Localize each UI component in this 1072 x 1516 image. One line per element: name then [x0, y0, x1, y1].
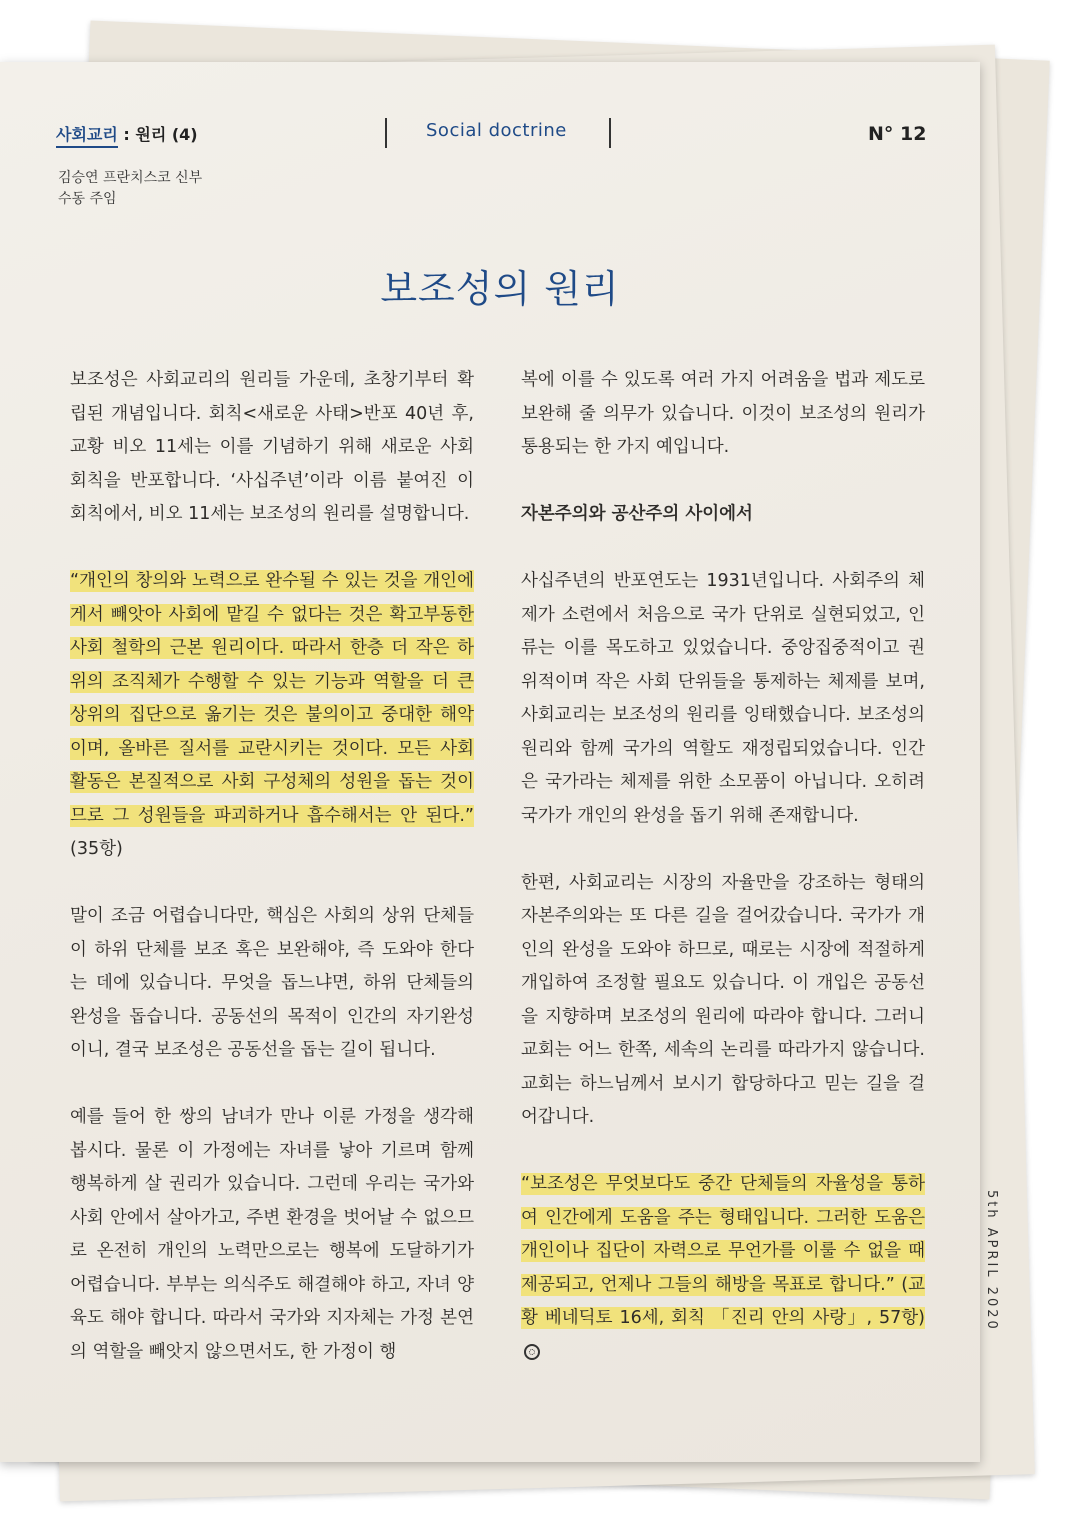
- header-series: [56, 122, 198, 145]
- author-role: 수동 주임: [58, 191, 117, 207]
- header-category: Social doctrine: [426, 120, 567, 141]
- paragraph: 말이 조금 어렵습니다만, 핵심은 사회의 상위 단체들이 하위 단체를 보조 혹은 보완해야, 즉 도와야 한다는 데에 있습니다. 무엇을 돕느냐면, 하위 단체들의 완성을 돕습니다. 공동선의 목적이 인간의 자기완성이니, 결국 보조성은 공동선을 돕는 길이 됩니다.: [70, 906, 474, 1060]
- issue-date: 5th APRIL 2020: [984, 1190, 999, 1332]
- paragraph: 사십주년의 반포연도는 1931년입니다. 사회주의 체제가 소련에서 처음으로 국가 단위로 실현되었고, 인류는 이를 목도하고 있었습니다. 중앙집중적이고 권위적이며 작은 사회 단위들을 통제하는 체제를 보며, 사회교리는 보조성의 원리를 잉태했습니다. 보조성의 원리와 함께 국가의 역할도 재정립되었습니다. 인간은 국가라는 체제를 위한 소모품이 아닙니다. 오히려 국가가 개인의 완성을 돕기 위해 존재합니다.: [521, 571, 925, 826]
- paragraph: 예를 들어 한 쌍의 남녀가 만나 이룬 가정을 생각해 봅시다. 물론 이 가정에는 자녀를 낳아 기르며 함께 행복하게 살 권리가 있습니다. 그런데 우리는 국가와 사회 안에서 살아가고, 주변 환경을 벗어날 수 없으므로 온전히 개인의 노력만으로는 행복에 도달하기가 어렵습니다. 부부는 의식주도 해결해야 하고, 자녀 양육도 해야 합니다. 따라서 국가와 지자체는 가정 본연의 역할을 빼앗지 않으면서도, 한 가정이 행: [70, 1107, 474, 1362]
- paragraph: 복에 이를 수 있도록 여러 가지 어려움을 법과 제도로 보완해 줄 의무가 있습니다. 이것이 보조성의 원리가 통용되는 한 가지 예입니다.: [521, 370, 925, 457]
- right-column: [521, 364, 925, 1403]
- paragraph: 보조성은 사회교리의 원리들 가운데, 초창기부터 확립된 개념입니다. 회칙<새로운 사태>반포 40년 후, 교황 비오 11세는 이를 기념하기 위해 새로운 사회 회칙을 반포합니다. ‘사십주년’이라 이름 붙여진 이 회칙에서, 비오 11세는 보조성의 원리를 설명합니다.: [70, 370, 474, 524]
- quote-paragraph: [70, 565, 474, 867]
- issue-number: N° 12: [868, 123, 927, 145]
- quote-paragraph: [521, 1168, 925, 1369]
- highlighted-quote: “개인의 창의와 노력으로 완수될 수 있는 것을 개인에게서 빼앗아 사회에 맡길 수 없다는 것은 확고부동한 사회 철학의 근본 원리이다. 따라서 한층 더 작은 하위의 조직체가 수행할 수 있는 기능과 역할을 더 큰 상위의 집단으로 옮기는 것은 불의이고 중대한 해악이며, 올바른 질서를 교란시키는 것이다. 모든 사회 활동은 본질적으로 사회 구성체의 성원을 돕는 것이므로 그 성원들을 파괴하거나 흡수해서는 안 된다.”: [70, 571, 474, 826]
- series-label: 사회교리: [56, 125, 118, 148]
- author-name: 김승연 프란치스코 신부: [58, 170, 203, 186]
- author-block: [58, 168, 202, 210]
- series-subtitle: : 원리 (4): [117, 125, 198, 144]
- header-divider: [385, 118, 387, 148]
- highlighted-quote: “보조성은 무엇보다도 중간 단체들의 자율성을 통하여 인간에게 도움을 주는 형태입니다. 그러한 도움은 개인이나 집단이 자력으로 무언가를 이룰 수 없을 때 제공되고, 언제나 그들의 해방을 목표로 합니다.” (교황 베네딕토 16세, 회칙 「진리 안의 사랑」, 57항): [521, 1174, 925, 1328]
- paragraph: 한편, 사회교리는 시장의 자율만을 강조하는 형태의 자본주의와는 또 다른 길을 걸어갔습니다. 국가가 개인의 완성을 도와야 하므로, 때로는 시장에 적절하게 개입하여 조정할 필요도 있습니다. 이 개입은 공동선을 지향하며 보조성의 원리에 따라야 합니다. 그러니 교회는 어느 한쪽, 세속의 논리를 따라가지 않습니다. 교회는 하느님께서 보시기 합당하다고 믿는 길을 걸어갑니다.: [521, 872, 925, 1127]
- page-title: 보조성의 원리: [380, 267, 620, 311]
- header-divider: [609, 118, 611, 148]
- section-heading: 자본주의와 공산주의 사이에서: [521, 504, 753, 524]
- quote-reference: (35항): [70, 839, 123, 859]
- left-column: [70, 364, 474, 1403]
- end-mark-icon: [524, 1344, 540, 1360]
